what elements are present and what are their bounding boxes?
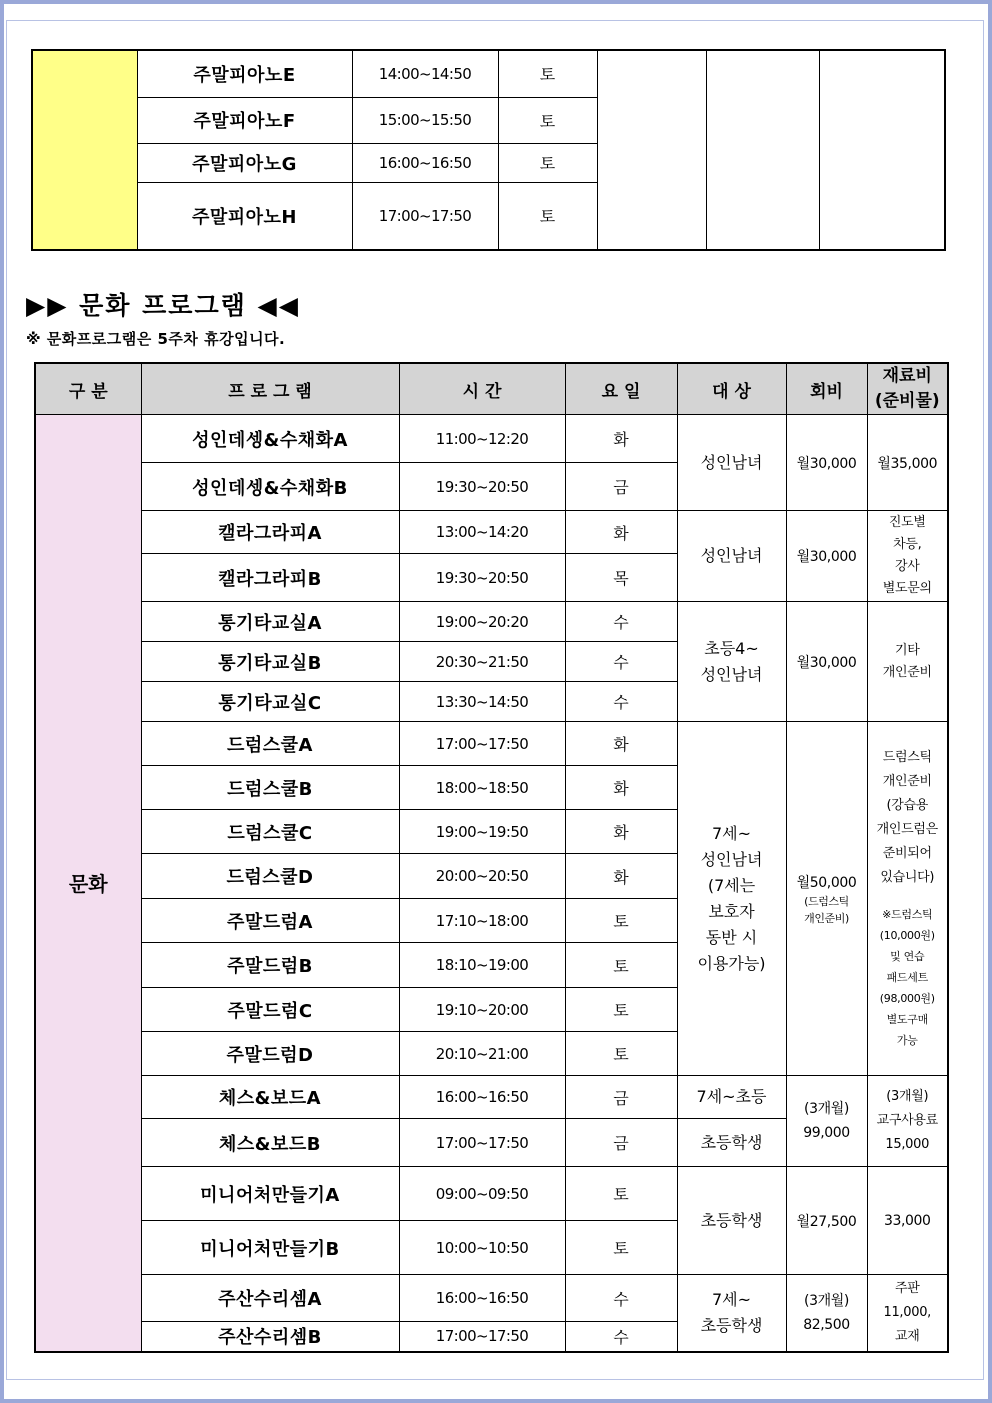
header-day: 요 일: [565, 363, 677, 415]
program-cell: 성인데셍&수채화A: [141, 415, 399, 463]
time-cell: 19:10~20:00: [399, 988, 565, 1032]
target-line: 7세~: [711, 1289, 752, 1309]
program-cell: 미니어처만들기A: [141, 1167, 399, 1221]
program-cell: 주말드럼D: [141, 1032, 399, 1076]
fee-cell: 월30,000: [786, 415, 867, 511]
fee-cell: 월30,000: [786, 511, 867, 602]
target-cell: [677, 722, 786, 1076]
program-cell: 주말피아노G: [137, 143, 352, 182]
time-cell: 19:30~20:50: [399, 463, 565, 511]
time-cell: 16:00~16:50: [352, 143, 498, 182]
time-cell: 18:00~18:50: [399, 766, 565, 810]
material-line: 차등,: [893, 537, 922, 552]
time-cell: 17:00~17:50: [399, 722, 565, 766]
table-row: [35, 722, 948, 766]
material-note: (98,000원): [879, 992, 935, 1005]
day-cell: 화: [565, 766, 677, 810]
target-cell: [677, 1275, 786, 1352]
program-cell: 주말피아노F: [137, 97, 352, 143]
program-cell: 주말드럼B: [141, 943, 399, 988]
material-note: 및 연습: [890, 950, 925, 963]
day-cell: 금: [565, 463, 677, 511]
material-cell: [867, 511, 948, 602]
day-cell: 토: [498, 97, 597, 143]
time-cell: 17:00~17:50: [352, 182, 498, 250]
day-cell: 토: [565, 1221, 677, 1275]
program-cell: 드럼스쿨B: [141, 766, 399, 810]
fee-line: (3개월): [804, 1101, 849, 1117]
program-cell: 주말드럼A: [141, 899, 399, 943]
material-line: 주판: [894, 1280, 920, 1296]
header-material-line: 재료비: [882, 366, 932, 386]
target-cell: 성인남녀: [677, 511, 786, 602]
header-row: [35, 363, 948, 415]
program-cell: 드럼스쿨A: [141, 722, 399, 766]
time-cell: 19:00~19:50: [399, 810, 565, 854]
time-cell: 14:00~14:50: [352, 50, 498, 97]
material-note: ※드럼스틱: [882, 908, 933, 921]
time-cell: 20:10~21:00: [399, 1032, 565, 1076]
material-note: (10,000원): [879, 929, 935, 942]
target-cell: 초등학생: [677, 1119, 786, 1167]
fee-line: (3개월): [804, 1292, 849, 1309]
material-cell: [819, 50, 945, 250]
program-cell: 주산수리셈B: [141, 1322, 399, 1352]
program-cell: 드럼스쿨D: [141, 854, 399, 899]
target-line: 이용가능): [697, 953, 766, 973]
header-fee: 회비: [786, 363, 867, 415]
program-cell: 통기타교실B: [141, 642, 399, 682]
fee-cell: [706, 50, 819, 250]
day-cell: 토: [498, 143, 597, 182]
program-cell: 통기타교실C: [141, 682, 399, 722]
fee-cell: 월27,500: [786, 1167, 867, 1275]
material-note: 패드세트: [886, 971, 928, 984]
day-cell: 화: [565, 722, 677, 766]
day-cell: 토: [565, 943, 677, 988]
target-line: 초등학생: [700, 1315, 763, 1335]
table-row: [35, 1076, 948, 1119]
time-cell: 15:00~15:50: [352, 97, 498, 143]
day-cell: 수: [565, 602, 677, 642]
material-line: 개인준비: [882, 774, 932, 789]
day-cell: 금: [565, 1076, 677, 1119]
program-cell: 체스&보드A: [141, 1076, 399, 1119]
day-cell: 화: [565, 854, 677, 899]
program-cell: 주말드럼C: [141, 988, 399, 1032]
fee-line: 82,500: [803, 1316, 850, 1333]
program-cell: 미니어처만들기B: [141, 1221, 399, 1275]
table-row: [35, 602, 948, 642]
material-line: 있습니다): [880, 870, 935, 885]
program-cell: 캘라그라피A: [141, 511, 399, 554]
material-line: 개인드럼은: [876, 822, 938, 837]
target-line: 성인남녀: [700, 849, 763, 869]
time-cell: 20:00~20:50: [399, 854, 565, 899]
target-cell: 7세~초등: [677, 1076, 786, 1119]
material-cell: [867, 1275, 948, 1352]
section-title: ▶▶ 문화 프로그램 ◀◀: [26, 291, 300, 320]
time-cell: 17:00~17:50: [399, 1322, 565, 1352]
fee-line: 월50,000: [796, 874, 857, 891]
header-time: 시 간: [399, 363, 565, 415]
fee-cell: [786, 722, 867, 1076]
day-cell: 화: [565, 511, 677, 554]
time-cell: 16:00~16:50: [399, 1076, 565, 1119]
material-line: 강사: [894, 559, 920, 574]
day-cell: 수: [565, 682, 677, 722]
time-cell: 19:00~20:20: [399, 602, 565, 642]
header-target: 대 상: [677, 363, 786, 415]
target-line: 보호자: [708, 901, 755, 921]
target-line: 초등4~: [704, 638, 759, 658]
header-material: [867, 363, 948, 415]
category-cell: 문화: [35, 415, 141, 1352]
weekend-piano-table: [31, 49, 946, 251]
material-line: 교구사용료: [876, 1113, 938, 1128]
category-cell: [32, 50, 137, 250]
target-cell: [677, 602, 786, 722]
program-cell: 주말피아노E: [137, 50, 352, 97]
program-cell: 캘라그라피B: [141, 554, 399, 602]
day-cell: 수: [565, 642, 677, 682]
day-cell: 금: [565, 1119, 677, 1167]
target-line: 동반 시: [705, 927, 758, 947]
day-cell: 목: [565, 554, 677, 602]
header-program: 프 로 그 램: [141, 363, 399, 415]
program-cell: 체스&보드B: [141, 1119, 399, 1167]
target-line: (7세는: [707, 875, 756, 895]
fee-cell: 월30,000: [786, 602, 867, 722]
time-cell: 13:00~14:20: [399, 511, 565, 554]
header-material-line: (준비물): [874, 391, 940, 411]
time-cell: 20:30~21:50: [399, 642, 565, 682]
time-cell: 09:00~09:50: [399, 1167, 565, 1221]
time-cell: 19:30~20:50: [399, 554, 565, 602]
material-line: 교재: [894, 1328, 920, 1344]
material-line: 준비되어: [882, 846, 932, 861]
table-row: [35, 1275, 948, 1322]
time-cell: 18:10~19:00: [399, 943, 565, 988]
fee-note: 개인준비): [804, 911, 849, 925]
program-cell: 통기타교실A: [141, 602, 399, 642]
time-cell: 13:30~14:50: [399, 682, 565, 722]
day-cell: 토: [565, 1032, 677, 1076]
material-line: 개인준비: [882, 664, 932, 680]
target-cell: 성인남녀: [677, 415, 786, 511]
program-cell: 드럼스쿨C: [141, 810, 399, 854]
material-note: 가능: [896, 1034, 918, 1047]
day-cell: 화: [565, 415, 677, 463]
material-cell: [867, 722, 948, 1076]
table-row: [35, 511, 948, 554]
material-note: 별도구매: [886, 1013, 928, 1026]
day-cell: 수: [565, 1322, 677, 1352]
fee-cell: [786, 1275, 867, 1352]
program-cell: 성인데셍&수채화B: [141, 463, 399, 511]
material-cell: [867, 1076, 948, 1167]
program-cell: 주말피아노H: [137, 182, 352, 250]
day-cell: 화: [565, 810, 677, 854]
day-cell: 수: [565, 1275, 677, 1322]
material-line: 별도문의: [882, 581, 932, 596]
target-cell: [597, 50, 706, 250]
material-line: 11,000,: [883, 1304, 932, 1320]
material-line: (3개월): [886, 1089, 929, 1104]
target-cell: 초등학생: [677, 1167, 786, 1275]
time-cell: 10:00~10:50: [399, 1221, 565, 1275]
material-line: 진도별: [888, 515, 926, 530]
material-line: 기타: [894, 642, 920, 658]
target-line: 7세~: [711, 823, 752, 843]
material-line: 15,000: [885, 1137, 930, 1152]
material-cell: 월35,000: [867, 415, 948, 511]
time-cell: 16:00~16:50: [399, 1275, 565, 1322]
culture-program-table: [34, 362, 949, 1353]
header-category: 구 분: [35, 363, 141, 415]
time-cell: 17:10~18:00: [399, 899, 565, 943]
day-cell: 토: [498, 182, 597, 250]
target-line: 성인남녀: [700, 664, 763, 684]
day-cell: 토: [565, 899, 677, 943]
day-cell: 토: [498, 50, 597, 97]
material-line: (강습용: [886, 798, 929, 813]
material-cell: [867, 602, 948, 722]
material-line: 드럼스틱: [882, 750, 932, 765]
fee-cell: [786, 1076, 867, 1167]
fee-line: 99,000: [803, 1125, 850, 1141]
day-cell: 토: [565, 988, 677, 1032]
table-row: [35, 1167, 948, 1221]
time-cell: 11:00~12:20: [399, 415, 565, 463]
table-row: [35, 415, 948, 463]
time-cell: 17:00~17:50: [399, 1119, 565, 1167]
day-cell: 토: [565, 1167, 677, 1221]
material-cell: 33,000: [867, 1167, 948, 1275]
section-note: ※ 문화프로그램은 5주차 휴강입니다.: [26, 330, 286, 348]
fee-note: (드럼스틱: [804, 894, 849, 908]
program-cell: 주산수리셈A: [141, 1275, 399, 1322]
